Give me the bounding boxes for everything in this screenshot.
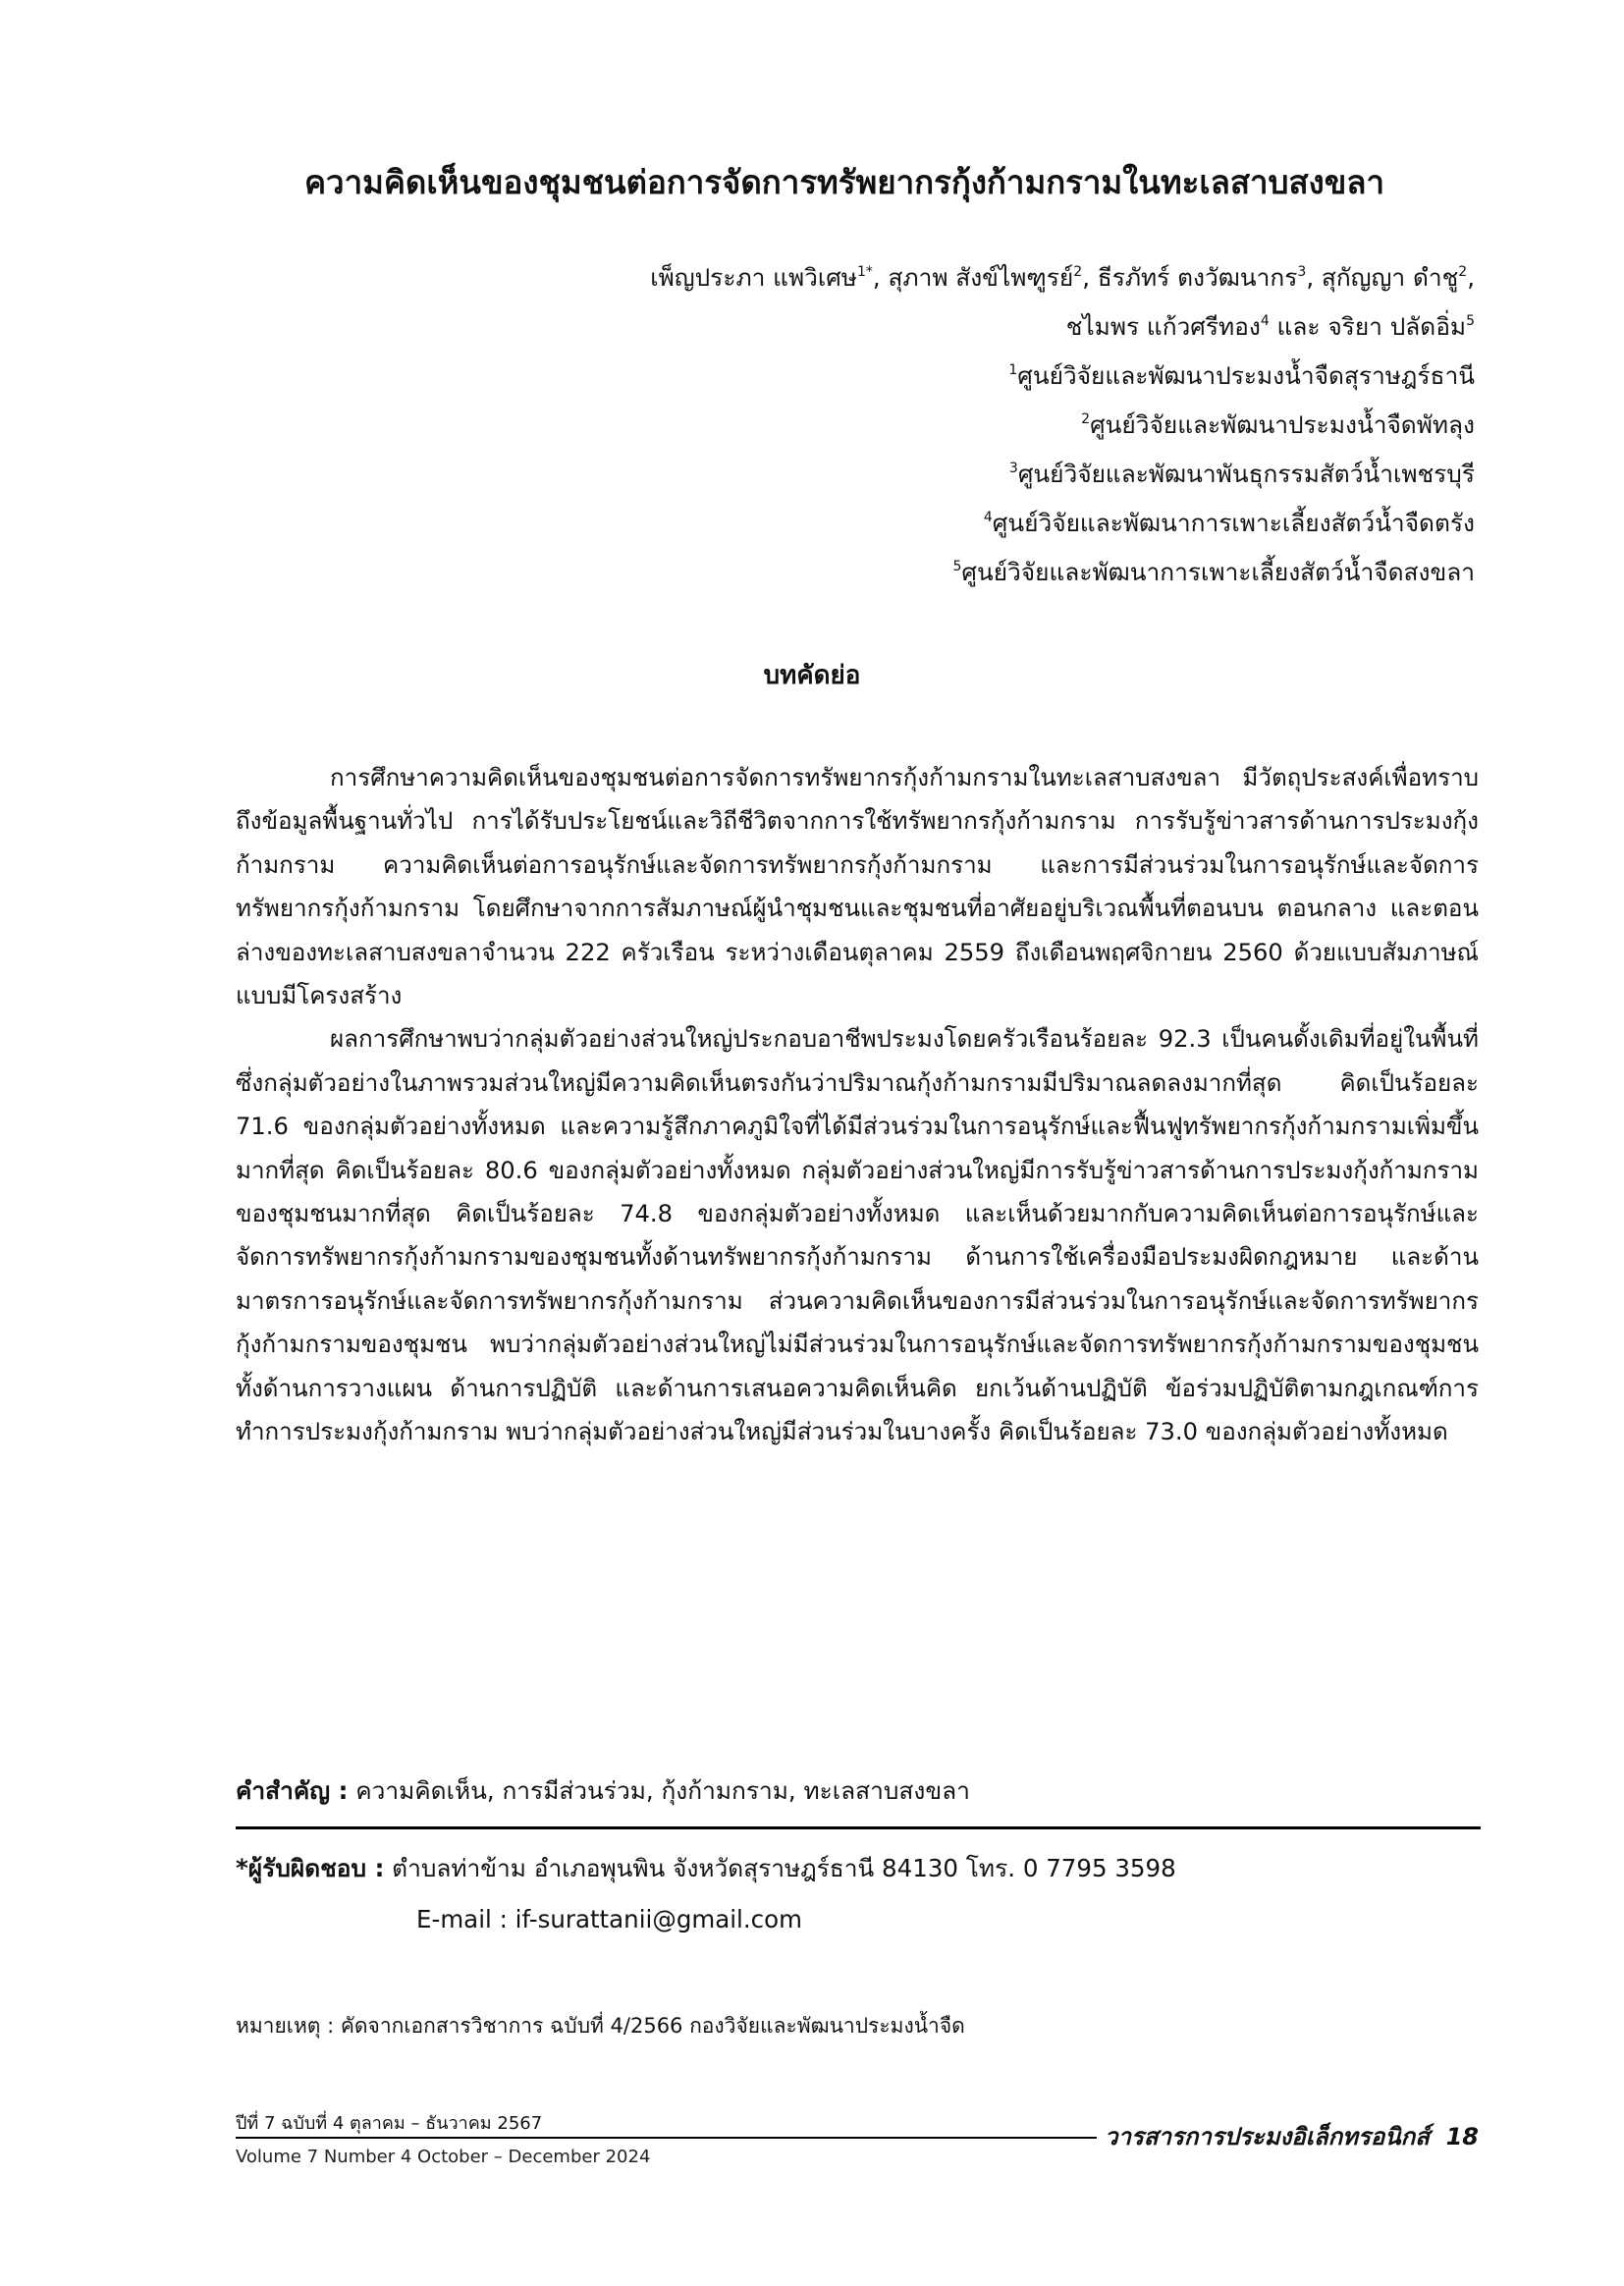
affiliation-text: ศูนย์วิจัยและพัฒนาประมงน้ำจืดพัทลุง: [1090, 410, 1475, 439]
affiliation: [650, 352, 1475, 401]
affiliation-text: ศูนย์วิจัยและพัฒนาประมงน้ำจืดสุราษฎร์ธานี: [1017, 361, 1475, 390]
corresponding-email: E-mail : if-surattanii@gmail.com: [416, 1905, 802, 1933]
author-separator: ,: [1306, 263, 1322, 292]
author-name: สุภาพ สังข์ไพฑูรย์: [888, 263, 1074, 292]
affiliation-mark: 1: [1008, 362, 1018, 378]
author-affiliation-mark: 4: [1260, 313, 1270, 329]
author-affiliation-mark: 3: [1297, 264, 1307, 280]
affiliation-text: ศูนย์วิจัยและพัฒนาการเพาะเลี้ยงสัตว์น้ำจืดตรัง: [992, 509, 1475, 537]
author-line-1: [650, 253, 1475, 302]
author-line-2: [650, 302, 1475, 352]
keywords-text: ความคิดเห็น, การมีส่วนร่วม, กุ้งก้ามกราม, ทะเลสาบสงขลา: [348, 1776, 970, 1805]
author-name: สุกัญญา ดำชู: [1321, 263, 1459, 292]
journal-name: วารสารการประมงอิเล็กทรอนิกส์: [1104, 2123, 1430, 2150]
affiliation-text: ศูนย์วิจัยและพัฒนาพันธุกรรมสัตว์น้ำเพชรบุรี: [1017, 460, 1475, 488]
footer-issue-english: Volume 7 Number 4 October – December 2024: [236, 2147, 651, 2167]
footer-issue-thai: ปีที่ 7 ฉบับที่ 4 ตุลาคม – ธันวาคม 2567: [236, 2113, 543, 2134]
keywords: [236, 1771, 970, 1811]
abstract-heading: บทคัดย่อ: [763, 661, 861, 690]
abstract-body: [236, 756, 1479, 1454]
author-name: จริยา ปลัดอิ่ม: [1327, 312, 1467, 341]
corresponding-label: *ผู้รับผิดชอบ :: [236, 1854, 385, 1882]
author-separator: ,: [1082, 263, 1098, 292]
author-name: ธีรภัทร์ ตงวัฒนากร: [1097, 263, 1298, 292]
affiliation-mark: 3: [1008, 461, 1018, 476]
page-number: 18: [1445, 2123, 1479, 2150]
affiliation-text: ศูนย์วิจัยและพัฒนาการเพาะเลี้ยงสัตว์น้ำจืดสงขลา: [961, 558, 1475, 586]
corresponding-address: ตำบลท่าข้าม อำเภอพุนพิน จังหวัดสุราษฎร์ธานี 84130 โทร. 0 7795 3598: [384, 1854, 1176, 1882]
affiliation: [650, 548, 1475, 597]
author-affiliation-mark: 5: [1466, 313, 1475, 329]
author-name: เพ็ญประภา แพวิเศษ: [650, 263, 857, 292]
author-separator: ,: [1467, 263, 1475, 292]
affiliation-mark: 2: [1081, 411, 1091, 427]
paper-title: ความคิดเห็นของชุมชนต่อการจัดการทรัพยากรกุ้งก้ามกรามในทะเลสาบสงขลา: [303, 163, 1385, 201]
author-affiliation-mark: 2: [1073, 264, 1083, 280]
author-block: [650, 253, 1475, 597]
affiliation-mark: 5: [952, 559, 962, 574]
corresponding-author: [236, 1849, 1176, 1888]
source-note: หมายเหตุ : คัดจากเอกสารวิชาการ ฉบับที่ 4/2566 กองวิจัยและพัฒนาประมงน้ำจืด: [236, 2014, 965, 2038]
divider: [236, 1826, 1481, 1829]
affiliation: [650, 499, 1475, 548]
author-separator: และ: [1269, 312, 1328, 341]
author-separator: ,: [872, 263, 889, 292]
affiliation: [650, 401, 1475, 450]
abstract-paragraph: ผลการศึกษาพบว่ากลุ่มตัวอย่างส่วนใหญ่ประกอบอาชีพประมงโดยครัวเรือนร้อยละ 92.3 เป็นคนดั้งเดิมที่อยู่ในพื้นที่ ซึ่งกลุ่มตัวอย่างในภาพรวมส่วนใหญ่มีความคิดเห็นตรงกันว่าปริมาณกุ้งก้ามกรามมีปริมาณลดลงมากที่สุด คิดเป็นร้อยละ 71.6 ของกลุ่มตัวอย่างทั้งหมด และความรู้สึกภาคภูมิใจที่ได้มีส่วนร่วมในการอนุรักษ์และฟื้นฟูทรัพยากรกุ้งก้ามกรามเพิ่มขึ้นมากที่สุด คิดเป็นร้อยละ 80.6 ของกลุ่มตัวอย่างทั้งหมด กลุ่มตัวอย่างส่วนใหญ่มีการรับรู้ข่าวสารด้านการประมงกุ้งก้ามกรามของชุมชนมากที่สุด คิดเป็นร้อยละ 74.8 ของกลุ่มตัวอย่างทั้งหมด และเห็นด้วยมากกับความคิดเห็นต่อการอนุรักษ์และจัดการทรัพยากรกุ้งก้ามกรามของชุมชนทั้งด้านทรัพยากรกุ้งก้ามกราม ด้านการใช้เครื่องมือประมงผิดกฎหมาย และด้านมาตรการอนุรักษ์และจัดการทรัพยากรกุ้งก้ามกราม ส่วนความคิดเห็นของการมีส่วนร่วมในการอนุรักษ์และจัดการทรัพยากรกุ้งก้ามกรามของชุมชน พบว่ากลุ่มตัวอย่างส่วนใหญ่ไม่มีส่วนร่วมในการอนุรักษ์และจัดการทรัพยากรกุ้งก้ามกรามของชุมชน ทั้งด้านการวางแผน ด้านการปฏิบัติ และด้านการเสนอความคิดเห็นคิด ยกเว้นด้านปฏิบัติ ข้อร่วมปฏิบัติตามกฎเกณฑ์การทำการประมงกุ้งก้ามกราม พบว่ากลุ่มตัวอย่างส่วนใหญ่มีส่วนร่วมในบางครั้ง คิดเป็นร้อยละ 73.0 ของกลุ่มตัวอย่างทั้งหมด: [236, 1025, 1479, 1446]
affiliation-mark: 4: [983, 510, 993, 525]
author-affiliation-mark: 1*: [856, 264, 873, 280]
keywords-label: คำสำคัญ :: [236, 1776, 349, 1805]
author-name: ชไมพร แก้วศรีทอง: [1065, 312, 1261, 341]
author-affiliation-mark: 2: [1458, 264, 1468, 280]
affiliation: [650, 450, 1475, 499]
footer-journal: [1097, 2121, 1479, 2152]
abstract-paragraph: การศึกษาความคิดเห็นของชุมชนต่อการจัดการทรัพยากรกุ้งก้ามกรามในทะเลสาบสงขลา มีวัตถุประสงค์เพื่อทราบถึงข้อมูลพื้นฐานทั่วไป การได้รับประโยชน์และวิถีชีวิตจากการใช้ทรัพยากรกุ้งก้ามกราม การรับรู้ข่าวสารด้านการประมงกุ้งก้ามกราม ความคิดเห็นต่อการอนุรักษ์และจัดการทรัพยากรกุ้งก้ามกราม และการมีส่วนร่วมในการอนุรักษ์และจัดการทรัพยากรกุ้งก้ามกราม โดยศึกษาจากการสัมภาษณ์ผู้นำชุมชนและชุมชนที่อาศัยอยู่บริเวณพื้นที่ตอนบน ตอนกลาง และตอนล่างของทะเลสาบสงขลาจำนวน 222 ครัวเรือน ระหว่างเดือนตุลาคม 2559 ถึงเดือนพฤศจิกายน 2560 ด้วยแบบสัมภาษณ์แบบมีโครงสร้าง: [236, 764, 1479, 1010]
